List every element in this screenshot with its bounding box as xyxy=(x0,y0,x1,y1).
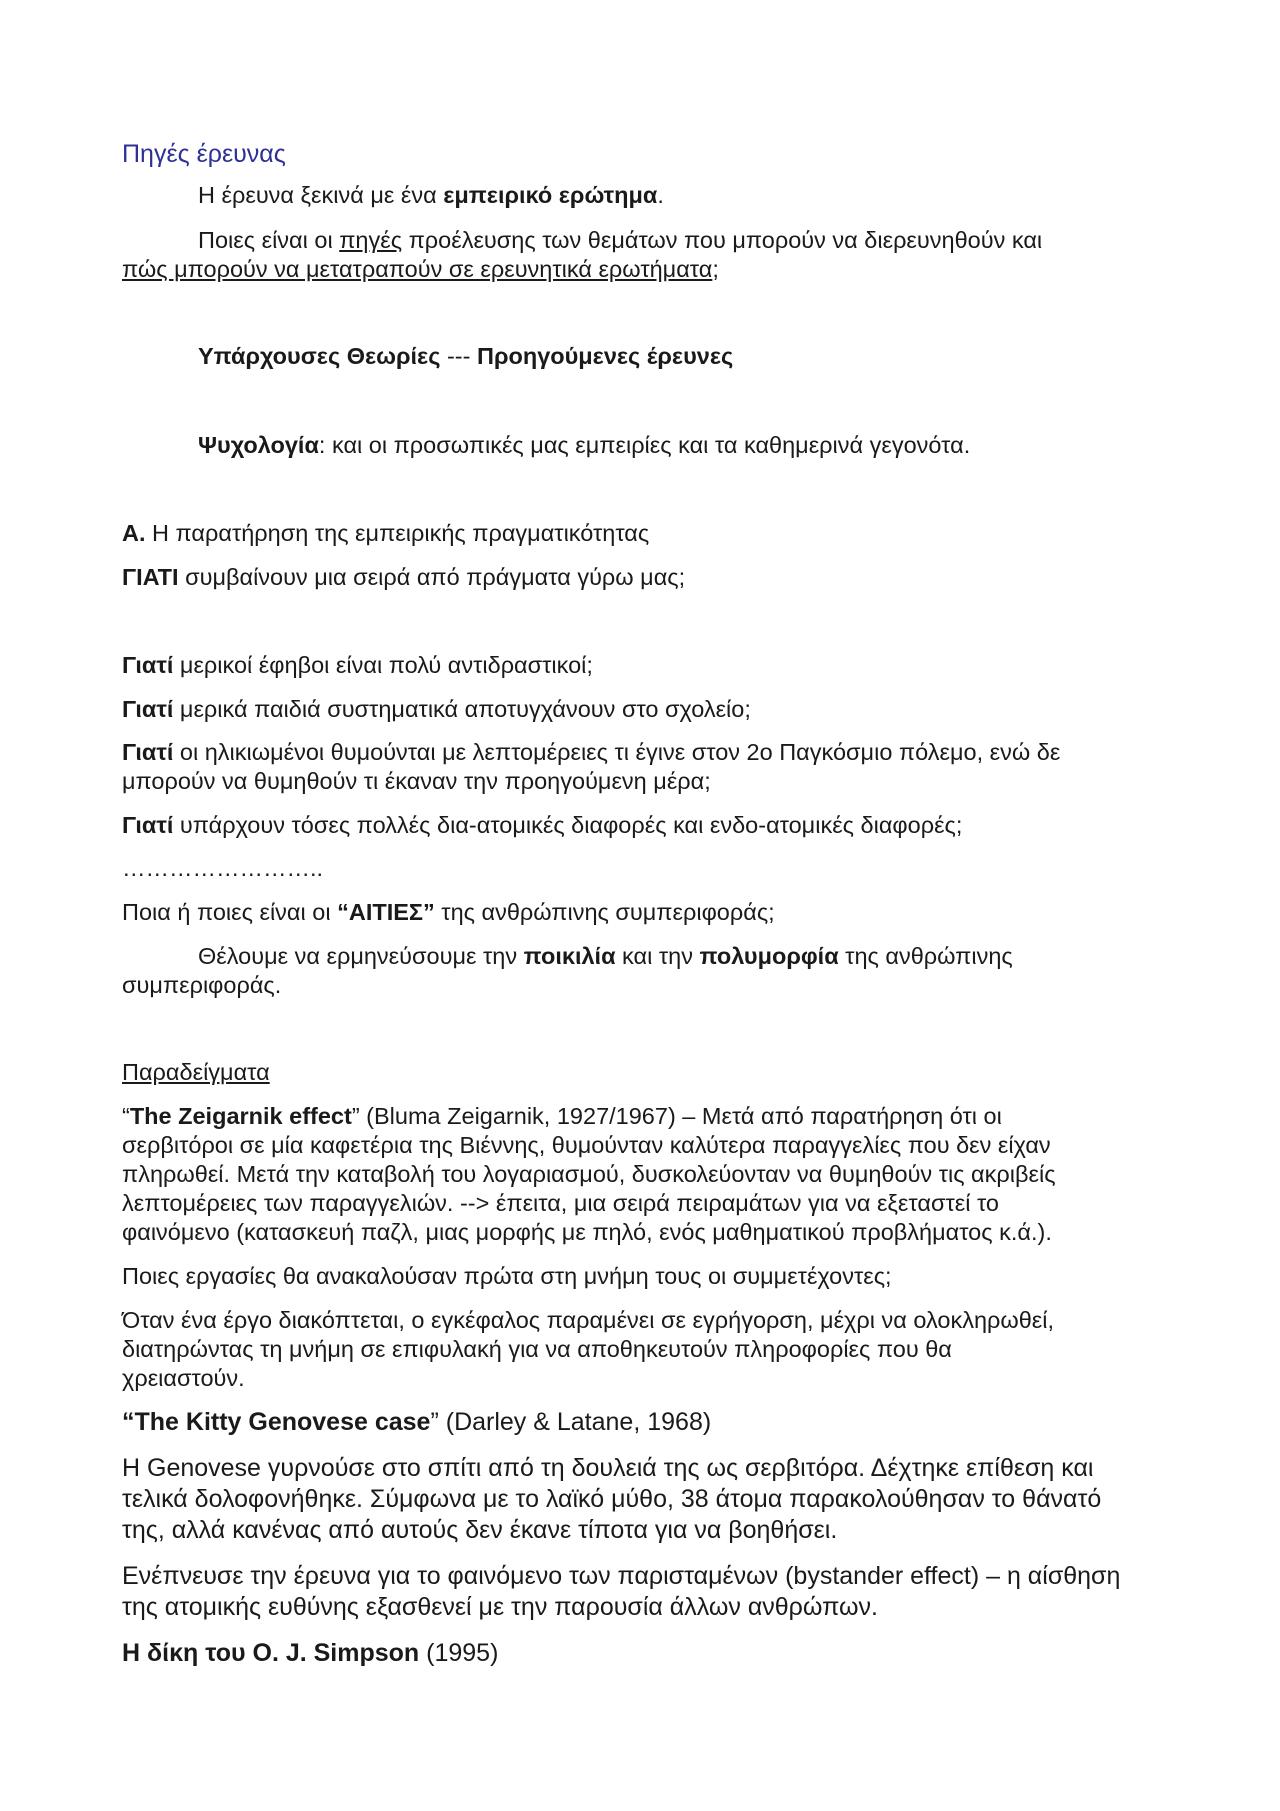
bold-text: “The Kitty Genovese case xyxy=(122,1408,431,1436)
bold-text: ποικιλία xyxy=(523,943,616,969)
causes-line xyxy=(122,897,775,927)
paragraph-intro xyxy=(198,180,664,210)
zeigarnik-line4: λεπτομέρειες των παραγγελιών. --> έπειτα, μια σειρά πειραμάτων για να εξεταστεί το xyxy=(122,1190,999,1216)
zeigarnik-line1 xyxy=(122,1101,1002,1131)
examples-title: Παραδείγματα xyxy=(122,1059,270,1085)
bold-text: Υπάρχουσες Θεωρίες xyxy=(198,343,441,369)
text: (1995) xyxy=(419,1639,499,1667)
text: και την xyxy=(615,943,700,969)
bold-text: εμπειρικό ερώτημα xyxy=(443,182,658,208)
text: συμβαίνουν μια σειρά από πράγματα γύρω μας; xyxy=(178,564,686,590)
question-1 xyxy=(122,650,593,680)
bold-text: ΓΙΑΤΙ xyxy=(122,564,179,590)
paragraph-sources-line1 xyxy=(198,225,1042,255)
psychology-line xyxy=(198,430,970,460)
underlined-text: πώς μπορούν να μετατραπούν σε ερευνητικά ερωτήματα xyxy=(122,256,713,282)
genovese-line3: της, αλλά κανένας από αυτούς δεν έκανε τίποτα για να βοηθήσει. xyxy=(122,1516,838,1544)
text: ; xyxy=(712,256,719,282)
question-3-line1 xyxy=(122,737,1060,767)
text: ” (Bluma Zeigarnik, 1927/1967) – Μετά από παρατήρηση ότι οι xyxy=(351,1103,1002,1129)
bold-text: Α. xyxy=(122,520,146,546)
question-3-line2: μπορούν να θυμηθούν τι έκαναν την προηγούμενη μέρα; xyxy=(122,768,711,794)
question-2 xyxy=(122,694,751,724)
simpson-title xyxy=(122,1638,498,1668)
interpret-line1 xyxy=(198,941,1013,971)
bold-text: Γιατί xyxy=(122,739,174,765)
underlined-text: πηγές xyxy=(339,227,403,253)
zeigarnik-line5: φαινόμενο (κατασκευή παζλ, μιας μορφής με πηλό, ενός μαθηματικού προβλήματος κ.ά.). xyxy=(122,1219,1052,1245)
kitty-title xyxy=(122,1407,711,1437)
text: της ανθρώπινης xyxy=(838,943,1013,969)
question-4 xyxy=(122,810,962,840)
text: “ xyxy=(122,1103,130,1129)
text: Θέλουμε να ερμηνεύσουμε την xyxy=(198,943,524,969)
text: Ποιες είναι οι xyxy=(198,227,340,253)
interruption-line1: Όταν ένα έργο διακόπτεται, ο εγκέφαλος παραμένει σε εγρήγορση, μέχρι να ολοκληρωθεί, xyxy=(122,1307,1055,1333)
bold-text: Γιατί xyxy=(122,696,174,722)
genovese-line1: Η Genovese γυρνούσε στο σπίτι από τη δουλειά της ως σερβιτόρα. Δέχτηκε επίθεση και xyxy=(122,1454,1094,1482)
text: --- xyxy=(440,343,477,369)
text: ” (Darley & Latane, 1968) xyxy=(430,1408,712,1436)
text: Η παρατήρηση της εμπειρικής πραγματικότητας xyxy=(145,520,650,546)
bold-text: “ΑΙΤΙΕΣ” xyxy=(337,899,435,925)
bystander-line1: Ενέπνευσε την έρευνα για το φαινόμενο των παρισταμένων (bystander effect) – η αίσθηση xyxy=(122,1562,1121,1590)
paragraph-sources-line2 xyxy=(122,254,719,284)
bystander-line2: της ατομικής ευθύνης εξασθενεί με την παρουσία άλλων ανθρώπων. xyxy=(122,1593,878,1621)
interruption-line2: διατηρώντας τη μνήμη σε επιφυλακή για να αποθηκευτούν πληροφορίες που θα xyxy=(122,1336,952,1362)
bold-text: Η δίκη του O. J. Simpson xyxy=(122,1639,420,1667)
zeigarnik-line3: πληρωθεί. Μετά την καταβολή του λογαριασμού, δυσκολεύονταν να θυμηθούν τις ακριβείς xyxy=(122,1161,1056,1187)
bold-text: Ψυχολογία xyxy=(198,432,319,458)
interpret-line2: συμπεριφοράς. xyxy=(122,972,282,998)
bold-text: Γιατί xyxy=(122,812,174,838)
text: . xyxy=(657,182,664,208)
ellipsis-line: …………………….. xyxy=(122,855,324,881)
observation-line xyxy=(122,518,649,548)
section-heading: Πηγές έρευνας xyxy=(122,140,286,168)
text: υπάρχουν τόσες πολλές δια-ατομικές διαφορές και ενδο-ατομικές διαφορές; xyxy=(173,812,963,838)
theories-line xyxy=(198,341,733,371)
interruption-line3: χρειαστούν. xyxy=(122,1365,245,1391)
genovese-line2: τελικά δολοφονήθηκε. Σύμφωνα με το λαϊκό μύθο, 38 άτομα παρακολούθησαν το θάνατό xyxy=(122,1485,1102,1513)
bold-text: Γιατί xyxy=(122,652,174,678)
bold-text: πολυμορφία xyxy=(699,943,839,969)
why-line xyxy=(122,562,685,592)
text: μερικοί έφηβοι είναι πολύ αντιδραστικοί; xyxy=(173,652,593,678)
bold-text: Προηγούμενες έρευνες xyxy=(476,343,734,369)
text: προέλευσης των θεμάτων που μπορούν να διερευνηθούν και xyxy=(402,227,1043,253)
text: Ποια ή ποιες είναι οι xyxy=(122,899,338,925)
zeigarnik-line2: σερβιτόροι σε μία καφετέρια της Βιέννης, θυμούνταν καλύτερα παραγγελίες που δεν είχαν xyxy=(122,1132,1051,1158)
text: της ανθρώπινης συμπεριφοράς; xyxy=(434,899,775,925)
text: μερικά παιδιά συστηματικά αποτυγχάνουν στο σχολείο; xyxy=(173,696,751,722)
text: οι ηλικιωμένοι θυμούνται με λεπτομέρειες τι έγινε στον 2ο Παγκόσμιο πόλεμο, ενώ δε xyxy=(173,739,1061,765)
bold-text: The Zeigarnik effect xyxy=(129,1103,352,1129)
text: Η έρευνα ξεκινά με ένα xyxy=(198,182,444,208)
tasks-question: Ποιες εργασίες θα ανακαλούσαν πρώτα στη μνήμη τους οι συμμετέχοντες; xyxy=(122,1263,892,1289)
text: : και οι προσωπικές μας εμπειρίες και τα καθημερινά γεγονότα. xyxy=(318,432,971,458)
